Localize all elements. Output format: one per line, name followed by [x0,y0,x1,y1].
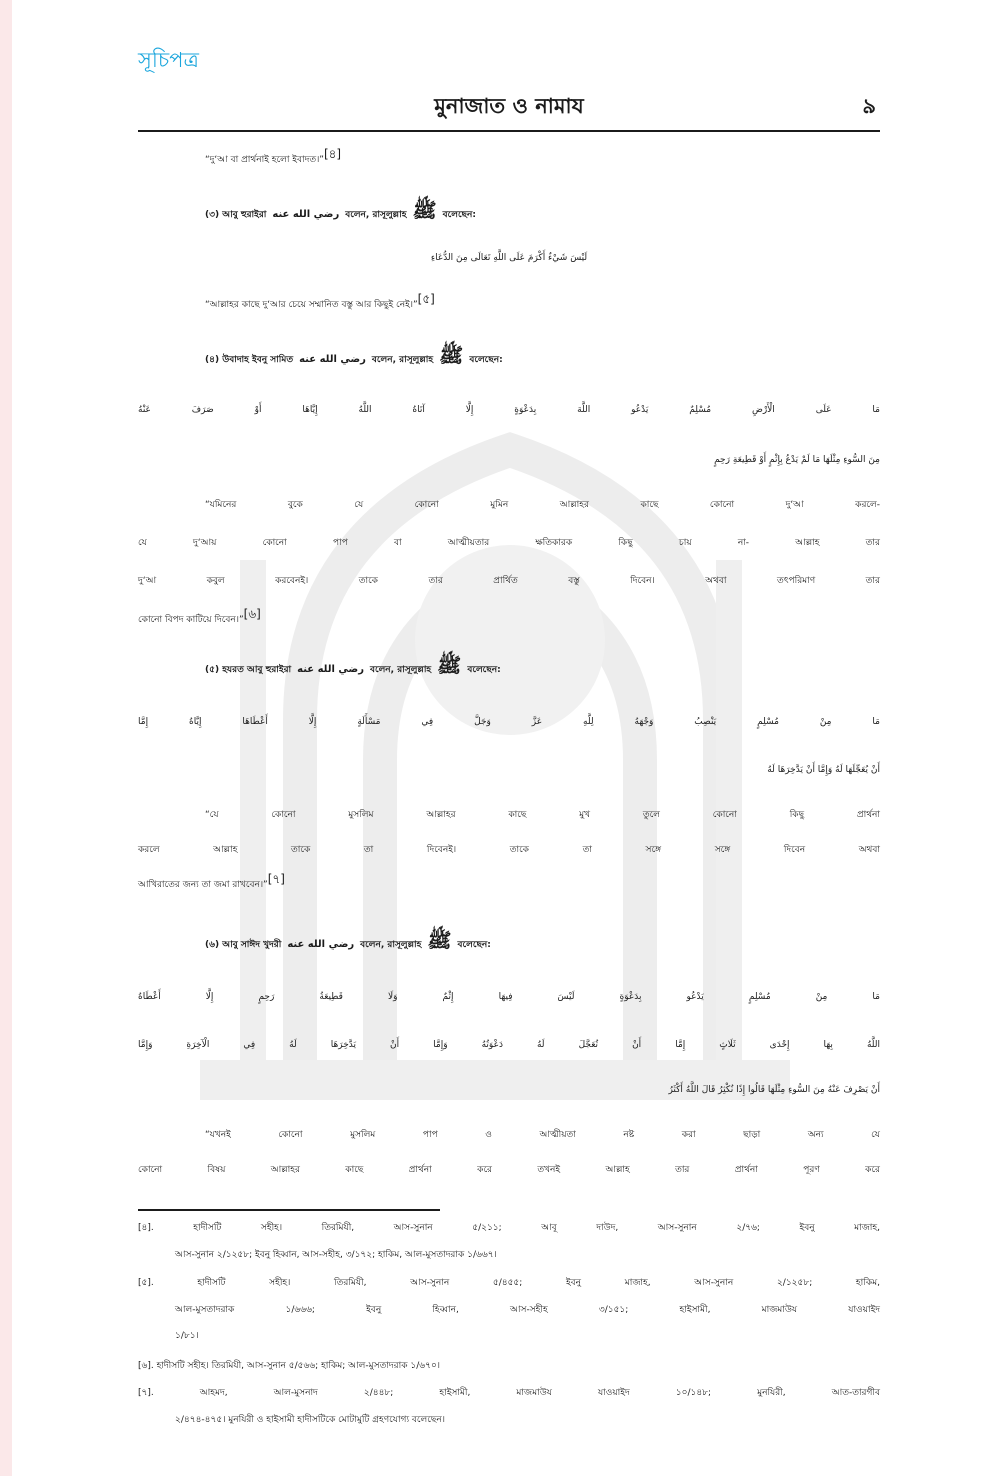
footnote-ref[interactable]: [৭] [267,872,285,886]
translation-line: “যখনই কোনো মুসলিম পাপ ও আত্মীয়তা নষ্ট করা ছাড়া অন্য যে [205,1130,880,1140]
arabic-text: مَا مِنْ مُسْلِمٍ يَدْعُو بِدَعْوَةٍ لَيْسَ فِيهَا إِثْمٌ وَلَا قَطِيعَةُ رَحِمٍ إِلَّا أَعْطَاهُ [138,992,880,1002]
sallallahu-alayhi-wasallam-icon: ﷺ [412,198,437,222]
footnote-ref[interactable]: [৪] [323,147,342,161]
translation-line [138,870,880,900]
radiyallahu-anhu-icon: رضي الله عنه [297,664,364,675]
chapter-title: মুনাজাত ও নামায [434,94,584,118]
hadith-narrator: (৪) উবাদাহ ইবনু সামিত [205,355,294,365]
radiyallahu-anhu-icon: رضي الله عنه [299,354,366,365]
footnote-line: আল-মুসতাদরাক ১/৬৬৬; ইবনু হিব্বান, আস-সহীহ ৩/১৫১; হাইসামী, মাজমাউয যাওয়াইদ [175,1305,880,1315]
arabic-text: لَيْسَ شَيْءٌ أَكْرَمَ عَلَى اللَّهِ تَعَالَى مِنَ الدُّعَاءِ [430,253,588,263]
heading-says: বলেন, রাসূলুল্লাহ [369,665,432,675]
translation-line: করলে আল্লাহ তাকে তা দিবেনই। তাকে তা সঙ্গে সঙ্গে দিবেন অথবা [138,845,880,855]
hadith-heading [205,195,880,225]
translation-line: যে দু‘আয় কোনো পাপ বা আত্মীয়তার ক্ষতিকারক কিছু চায় না- আল্লাহ তার [138,538,880,548]
hadith-heading [205,650,880,680]
footnote-line: [৪]. হাদীসটি সহীহ। তিরমিযী, আস-সুনান ৫/২১১; আবূ দাউদ, আস-সুনান ২/৭৬; ইবনু মাজাহ, [138,1223,880,1233]
heading-said: বলেছেন: [469,355,503,365]
quote-text: কোনো বিপদ কাটিয়ে দিবেন।” [138,615,244,625]
translation-line: কোনো বিষয় আল্লাহর কাছে প্রার্থনা করে তখনই আল্লাহ তার প্রার্থনা পূরণ করে [138,1165,880,1175]
arabic-text: أَنْ يُعَجِّلَهَا لَهُ وَإِمَّا أَنْ يَدَّخِرَهَا لَهُ [767,765,880,775]
footnote-line: [৬]. হাদীসটি সহীহ। তিরমিযী, আস-সুনান ৫/৫৬৬; হাকিম; আল-মুসতাদরাক ১/৬৭০। [138,1361,441,1371]
hadith-heading [205,925,880,955]
quote-text: আখিরাতের জন্য তা জমা রাখবেন।” [138,880,268,890]
arabic-text: أَنْ يَصْرِفَ عَنْهُ مِنَ السُّوءِ مِثْلَهَا قَالُوا إِذًا نُكْثِرُ قَالَ اللَّهُ أَكْثَرُ [668,1085,880,1095]
arabic-text: مَا عَلَى الْأَرْضِ مُسْلِمٌ يَدْعُو اللَّهَ بِدَعْوَةٍ إِلَّا آتَاهُ اللَّهُ إِيَّاهَا أَوْ صَرَفَ عَنْهُ [138,405,880,415]
hadith-narrator: (৩) আবু হুরাইরা [205,210,267,220]
footnote-rule [138,1209,440,1211]
arabic-text: مِنَ السُّوءِ مِثْلَهَا مَا لَمْ يَدْعُ بِإِثْمٍ أَوْ قَطِيعَةِ رَحِمٍ [714,455,880,465]
page-number: ৯ [862,94,876,118]
heading-said: বলেছেন: [442,210,476,220]
heading-says: বলেন, রাসূলুল্লাহ [345,210,407,220]
translation-line [138,605,880,635]
translation-line: “যে কোনো মুসলিম আল্লাহর কাছে মুখ তুলে কোনো কিছু প্রার্থনা [205,810,880,820]
arabic-text: اللَّهُ بِهَا إِحْدَى ثَلَاثٍ إِمَّا أَنْ تُعَجَّلَ لَهُ دَعْوَتُهُ وَإِمَّا أَنْ يَدَّخِرَهَا لَهُ فِي الْآخِرَةِ وَإِمَّا [138,1040,880,1050]
translation-line: “যমিনের বুকে যে কোনো মুমিন আল্লাহর কাছে কোনো দু‘আ করলে- [205,500,880,510]
footnote-line: [৭]. আহমদ, আল-মুসনাদ ২/৪৪৮; হাইসামী, মাজমাউয যাওয়াইদ ১০/১৪৮; মুনযিরী, আত-তারগীব [138,1388,880,1398]
quote-text: “আল্লাহর কাছে দু‘আর চেয়ে সম্মানিত বস্তু আর কিছুই নেই।” [205,300,418,310]
footnote-line: ২/৪৭৪-৪৭৫। মুনযিরী ও হাইসামী হাদীসটিকে মোটামুটি গ্রহণযোগ্য বলেছেন। [175,1415,445,1425]
heading-says: বলেন, রাসূলুল্লাহ [371,355,434,365]
footnote-line: [৫]. হাদীসটি সহীহ। তিরমিযী, আস-সুনান ৫/৪৫৫; ইবনু মাজাহ, আস-সুনান ২/১২৫৮; হাকিম, [138,1278,880,1288]
running-header [138,90,880,122]
heading-said: বলেছেন: [467,665,501,675]
arabic-text: مَا مِنْ مُسْلِمٍ يَنْصِبُ وَجْهَهُ لِلَّهِ عَزَّ وَجَلَّ فِي مَسْأَلَةٍ إِلَّا أَعْطَاهَا إِيَّاهُ إِمَّا [138,717,880,727]
translation-line [205,290,880,320]
table-of-contents-link[interactable]: সূচিপত্র [138,48,199,72]
hadith-narrator: (৫) হযরত আবু হুরাইরা [205,665,292,675]
sallallahu-alayhi-wasallam-icon: ﷺ [427,928,452,952]
hadith-narrator: (৬) আবু সাঈদ খুদরী [205,940,282,950]
heading-says: বলেন, রাসূলুল্লাহ [360,940,422,950]
radiyallahu-anhu-icon: رضي الله عنه [272,209,340,220]
quote-text: “দু‘আ বা প্রার্থনাই হলো ইবাদত।” [205,155,324,165]
header-rule [138,130,880,132]
footnote-ref[interactable]: [৫] [417,292,435,306]
hadith-heading [205,340,880,370]
sallallahu-alayhi-wasallam-icon: ﷺ [437,653,462,677]
footnote-ref[interactable]: [৬] [243,607,261,621]
heading-said: বলেছেন: [457,940,491,950]
translation-line: দু‘আ কবুল করবেনই। তাকে তার প্রার্থিত বস্তু দিবেন। অথবা তৎপরিমাণ তার [138,576,880,586]
footnote-line: ১/৮১। [175,1331,199,1341]
sallallahu-alayhi-wasallam-icon: ﷺ [439,343,464,367]
radiyallahu-anhu-icon: رضي الله عنه [287,939,355,950]
footnote-line: আস-সুনান ২/১২৫৮; ইবনু হিব্বান, আস-সহীহ, ৩/১৭২; হাকিম, আল-মুসতাদরাক ১/৬৬৭। [175,1250,497,1260]
intro-quote [205,145,880,175]
